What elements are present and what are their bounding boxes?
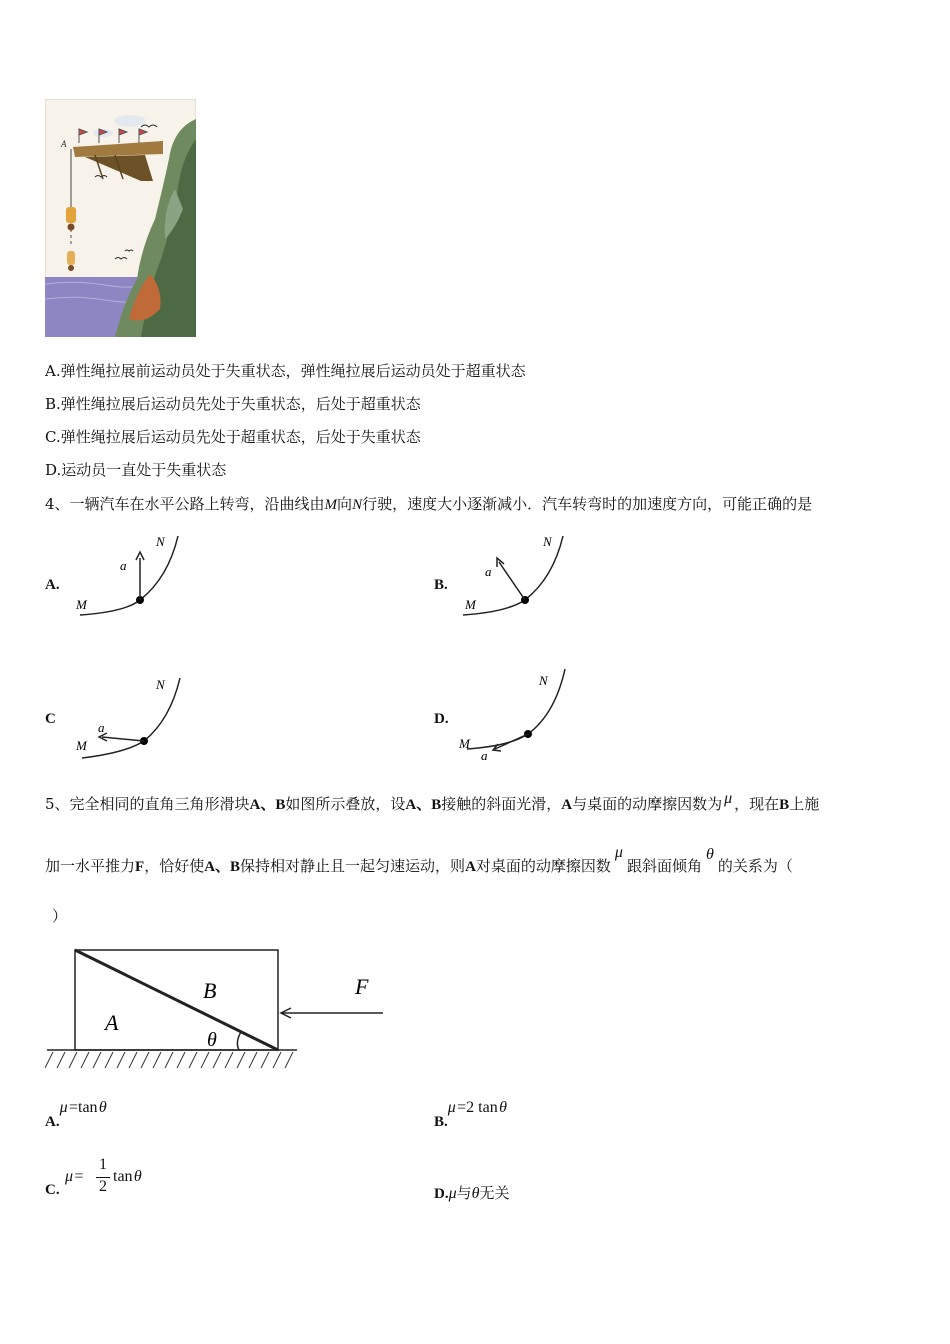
q3-option-c: C.弹性绳拉展后运动员先处于超重状态，后处于失重状态 [45, 428, 421, 446]
expr: =2 tan [457, 1099, 498, 1116]
q4-a-label-n: N [156, 534, 165, 549]
q4-stem-text-2: 向 [337, 495, 353, 513]
q4-b-label-m: M [465, 597, 476, 612]
fraction-denominator: 2 [99, 1178, 107, 1195]
q4-option-c-label: C [45, 711, 56, 727]
unrelated-text: 无关 [479, 1184, 510, 1202]
q5-text: 与桌面的动摩擦因数为 [572, 795, 723, 813]
q5-stem-line-3: ） [52, 907, 68, 925]
q5-fig-label-b: B [203, 978, 217, 1003]
q5-fig-label-a: A [105, 1010, 119, 1035]
fraction-numerator: 1 [99, 1156, 107, 1173]
q5-stem-line-1 [45, 790, 820, 814]
q3-option-a: A.弹性绳拉展前运动员处于失重状态，弹性绳拉展后运动员处于超重状态 [45, 362, 526, 380]
tan: tan [113, 1168, 133, 1185]
theta-symbol: θ [499, 1099, 507, 1116]
q4-option-d-diagram [455, 664, 575, 764]
q5-theta-symbol: θ [705, 846, 714, 863]
q5-text: ，恰好使 [144, 857, 205, 875]
q5-option-c-label: C. [45, 1182, 60, 1198]
q4-option-a-label: A. [45, 577, 60, 593]
q5-text: 如图所示叠放，设 [285, 795, 406, 813]
q5-text: 上施 [789, 795, 820, 813]
q5-stem-line-2 [45, 844, 793, 876]
mu-symbol: μ [65, 1168, 74, 1185]
q5-option-d-label: D. [434, 1186, 449, 1202]
q4-c-label-a: a [98, 720, 105, 735]
q5-text: ，现在 [734, 795, 780, 813]
q4-stem-n: N [352, 497, 363, 513]
q5-text: 接触的斜面光滑， [441, 795, 562, 813]
q5-fig-label-theta: θ [207, 1029, 217, 1051]
q3-option-d: D.运动员一直处于失重状态 [45, 461, 227, 479]
q5-ab: A、B [405, 797, 442, 813]
q4-option-a-diagram [70, 530, 190, 620]
figure-point-a: A [61, 139, 67, 149]
q5-option-d [434, 1182, 510, 1203]
q5-text: 保持相对静止且一起匀速运动，则 [240, 857, 466, 875]
q4-stem-text-3: 行驶，速度大小逐渐减小．汽车转弯时的加速度方向，可能正确的是 [362, 495, 813, 513]
q5-a: A [561, 797, 573, 813]
q4-stem-m: M [324, 497, 338, 513]
expr: =tan [68, 1099, 98, 1116]
equals: = [74, 1168, 84, 1185]
q4-b-label-n: N [543, 534, 552, 549]
q5-text: 对桌面的动摩擦因数 [475, 857, 611, 875]
q4-option-d-label: D. [434, 711, 449, 727]
q4-option-b-label: B. [434, 577, 448, 593]
q5-text: 跟斜面倾角 [626, 857, 702, 875]
q5-a: A [465, 859, 476, 875]
q4-d-label-a: a [481, 748, 488, 763]
q5-text: 加一水平推力 [45, 857, 136, 875]
q5-ab: A、B [204, 859, 241, 875]
q5-text: 的关系为（ [717, 857, 793, 875]
q5-option-a-label: A. [45, 1114, 60, 1130]
q4-option-b-diagram [455, 530, 575, 620]
q4-b-label-a: a [485, 564, 492, 579]
q5-option-a [45, 1097, 107, 1130]
q5-mu-symbol: μ [724, 790, 733, 807]
q5-mu-symbol: μ [614, 844, 623, 861]
q5-b: B [779, 797, 790, 813]
theta-symbol: θ [133, 1168, 142, 1185]
q5-f: F [135, 859, 145, 875]
theta-symbol: θ [98, 1099, 107, 1116]
q5-text: 5、完全相同的直角三角形滑块 [45, 795, 250, 813]
q3-option-b: B.弹性绳拉展后运动员先处于失重状态，后处于超重状态 [45, 395, 421, 413]
q4-d-label-m: M [459, 736, 470, 751]
mu-symbol: μ [447, 1099, 456, 1116]
q5-option-b [434, 1097, 507, 1130]
mu-symbol: μ [59, 1099, 68, 1116]
q4-stem-text-1: 4、一辆汽车在水平公路上转弯，沿曲线由 [45, 495, 325, 513]
q4-d-label-n: N [539, 673, 548, 688]
q4-c-label-n: N [156, 677, 165, 692]
q5-fig-label-f: F [355, 974, 369, 999]
q5-block-diagram [45, 942, 390, 1077]
with-text: 与 [456, 1184, 472, 1202]
q4-stem [45, 493, 812, 514]
q4-c-label-m: M [76, 738, 87, 753]
theta-symbol: θ [471, 1185, 480, 1202]
q4-a-label-m: M [76, 597, 87, 612]
bungee-illustration [45, 99, 196, 337]
q4-option-c-diagram [70, 668, 190, 763]
q5-ab: A、B [249, 797, 286, 813]
q5-option-b-label: B. [434, 1114, 448, 1130]
mu-symbol: μ [448, 1185, 457, 1202]
q4-a-label-a: a [120, 558, 127, 573]
